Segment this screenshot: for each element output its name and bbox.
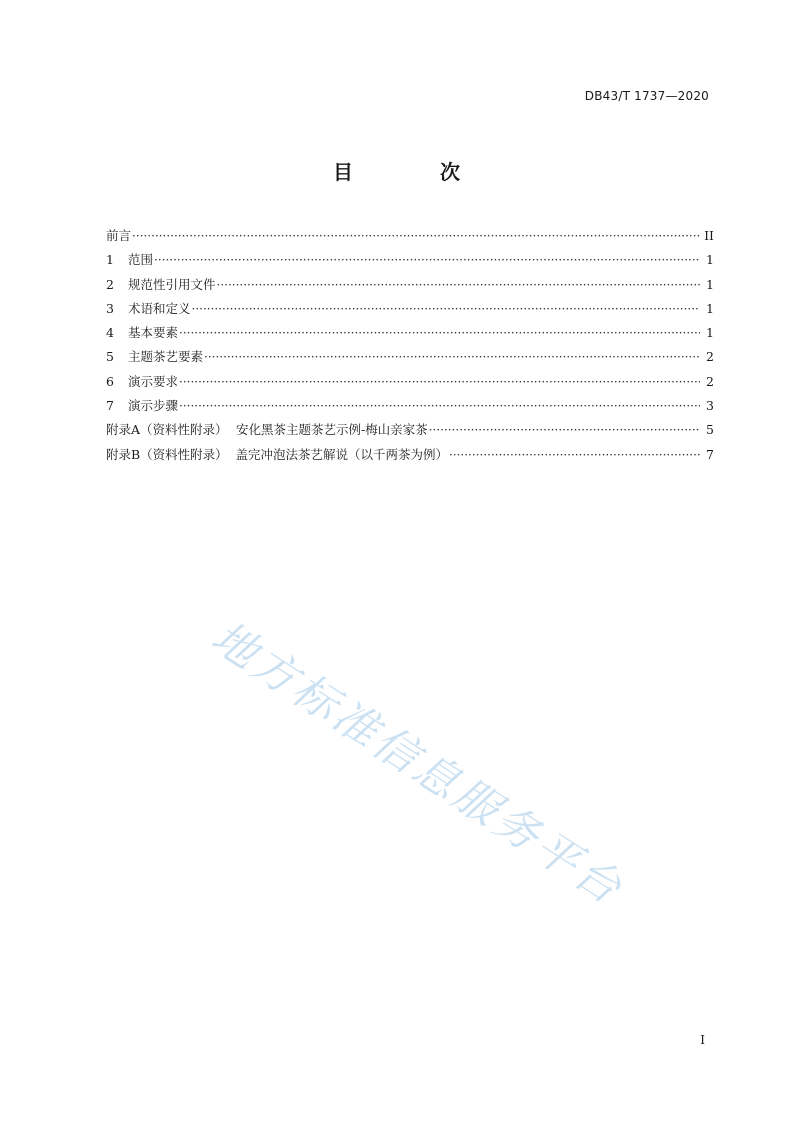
toc-entry-number: 1 (106, 252, 114, 268)
toc-entry-4[interactable] (106, 324, 714, 348)
toc-entry-3[interactable] (106, 300, 714, 324)
toc-leader-dots (179, 397, 700, 415)
toc-entry-title: 演示要求 (128, 373, 179, 389)
toc-entry-title: 演示步骤 (128, 398, 179, 414)
toc-entry-appendix-b[interactable] (106, 446, 714, 470)
toc-entry-page: 1 (706, 325, 714, 341)
watermark: 地方标准信息服务平台 (202, 611, 633, 916)
page-number: I (700, 1033, 705, 1047)
toc-leader-dots (154, 251, 700, 269)
toc-entry-number: 4 (106, 325, 114, 341)
toc-leader-dots (204, 348, 700, 366)
toc-leader-dots (429, 421, 700, 439)
toc-entry-7[interactable] (106, 397, 714, 421)
toc-entry-title: 规范性引用文件 (128, 276, 216, 292)
toc-entry-page: 7 (706, 446, 714, 462)
toc-leader-dots (179, 373, 700, 391)
toc-entry-1[interactable] (106, 251, 714, 275)
toc-entry-number: 3 (106, 300, 114, 316)
toc-leader-dots (449, 446, 700, 464)
toc-entry-number: 附录A（资料性附录） (106, 422, 228, 438)
toc-entry-page: 5 (706, 422, 714, 438)
toc-entry-title: 主题茶艺要素 (128, 349, 204, 365)
toc-entry-page: 1 (706, 276, 714, 292)
toc-entry-page: 3 (706, 398, 714, 414)
toc-entry-page: 2 (706, 373, 714, 389)
toc-entry-page: 1 (706, 300, 714, 316)
toc-entry-title: 术语和定义 (128, 300, 191, 316)
toc-entry-title: 范围 (128, 252, 154, 268)
toc-leader-dots (192, 300, 700, 318)
toc-entry-number: 附录B（资料性附录） (106, 446, 228, 462)
toc-entry-number: 5 (106, 349, 114, 365)
toc-entry-foreword[interactable] (106, 227, 714, 251)
toc-leader-dots (217, 276, 700, 294)
toc-entry-6[interactable] (106, 373, 714, 397)
page-title: 目 次 (333, 160, 500, 184)
document-code: DB43/T 1737—2020 (584, 89, 709, 103)
toc-leader-dots (179, 324, 700, 342)
toc-entry-title: 盖完冲泡法茶艺解说（以千两茶为例） (235, 446, 448, 462)
toc-entry-page: 1 (706, 252, 714, 268)
toc-leader-dots (132, 227, 700, 245)
table-of-contents (106, 227, 714, 470)
toc-entry-page: II (704, 228, 714, 243)
toc-entry-title: 前言 (106, 228, 132, 243)
toc-entry-appendix-a[interactable] (106, 421, 714, 445)
toc-entry-5[interactable] (106, 348, 714, 372)
toc-entry-2[interactable] (106, 276, 714, 300)
toc-entry-page: 2 (706, 349, 714, 365)
toc-entry-title: 安化黑茶主题茶艺示例-梅山亲家茶 (235, 422, 428, 438)
toc-entry-number: 2 (106, 276, 114, 292)
toc-entry-title: 基本要素 (128, 325, 179, 341)
toc-entry-number: 6 (106, 373, 114, 389)
toc-entry-number: 7 (106, 398, 114, 414)
